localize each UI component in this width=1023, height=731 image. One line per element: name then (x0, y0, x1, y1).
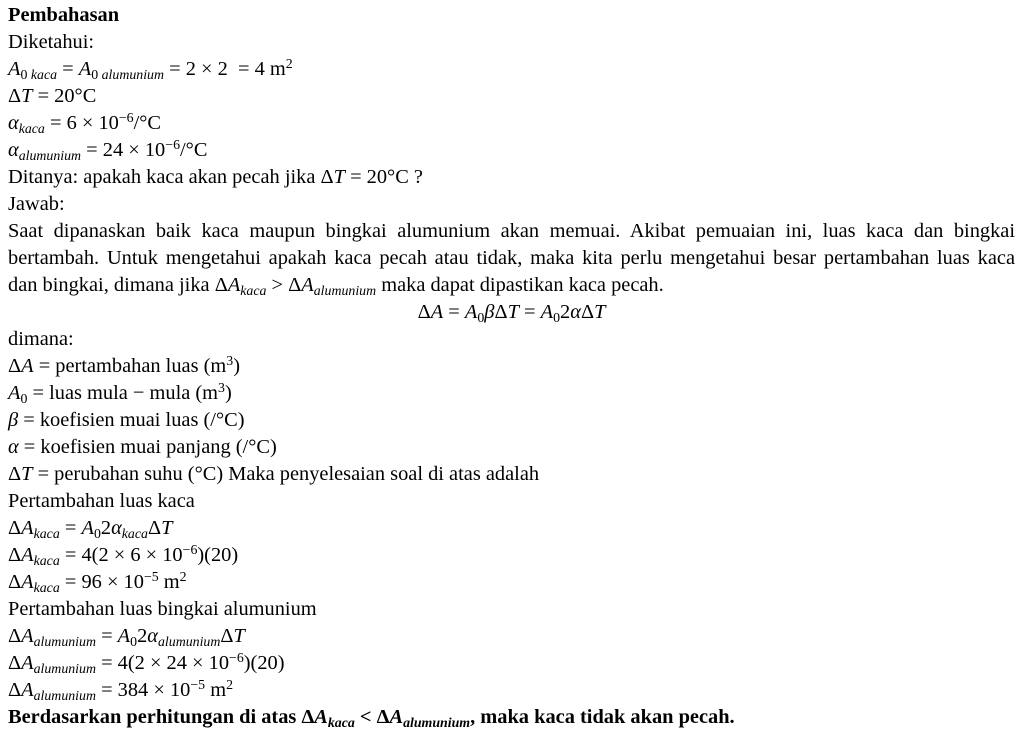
text-segment: 3 (226, 353, 234, 369)
text-segment: Δ (320, 166, 334, 188)
text-segment: kaca (240, 283, 267, 299)
line-ditanya (8, 164, 1015, 191)
text-segment: kaca (18, 121, 45, 137)
text-segment: bertambah. Untuk mengetahui apakah kaca pecah atau tidak, maka kita perlu mengetahui besar pertambahan luas kaca (8, 247, 1015, 269)
text-segment: kaca (327, 715, 355, 731)
text-segment: 0 (91, 67, 102, 83)
text-segment: = 2 × 2 = 4 m (164, 58, 286, 80)
text-segment: Δ (494, 301, 508, 323)
text-segment: 2 (100, 517, 112, 539)
def-delta-a (8, 353, 1015, 380)
heading-pembahasan (8, 2, 1015, 29)
text-segment: α (8, 436, 19, 458)
given-alpha-kaca (8, 110, 1015, 137)
text-segment: kaca (33, 580, 60, 596)
text-segment: 0 (93, 526, 101, 542)
text-segment: = 24 × 10 (81, 139, 166, 161)
text-segment: 2 (137, 625, 148, 647)
text-segment: T (21, 85, 33, 107)
text-segment: A (21, 625, 34, 647)
text-segment: alumunium (157, 634, 221, 650)
text-segment: 0 (20, 67, 31, 83)
text-segment: 2 (226, 677, 233, 693)
def-a0 (8, 380, 1015, 407)
document-lines (8, 2, 1015, 731)
text-segment: Δ (8, 355, 22, 377)
text-segment: T (594, 301, 606, 323)
text-segment: = pertambahan luas (m (33, 355, 227, 377)
text-segment: −5 (190, 677, 206, 693)
text-segment: = 4(2 × 24 × 10 (95, 652, 230, 674)
text-segment: Ditanya: apakah kaca akan pecah jika (8, 166, 321, 188)
text-segment: = (59, 517, 82, 539)
text-segment: alumunium (313, 283, 377, 299)
text-segment: A (21, 517, 34, 539)
text-segment: = (443, 301, 465, 323)
text-segment: )(20) (243, 652, 285, 674)
def-beta (8, 407, 1015, 434)
text-segment: Δ (8, 625, 22, 647)
text-segment: A (227, 274, 241, 296)
label-pertambahan-luas-alumunium (8, 596, 1015, 623)
text-segment: = 20°C (32, 85, 97, 107)
text-segment: kaca (121, 526, 148, 542)
text-segment: 2 (560, 301, 571, 323)
text-segment: A (464, 301, 478, 323)
text-segment: A (8, 382, 21, 404)
calc-kaca-1 (8, 515, 1015, 542)
text-segment: A (21, 355, 34, 377)
text-segment: kaca (33, 553, 60, 569)
text-segment: = koefisien muai panjang (/°C) (18, 436, 277, 458)
text-segment: A (78, 58, 92, 80)
text-segment: Berdasarkan perhitungan di atas (8, 706, 302, 728)
calc-alumunium-3 (8, 677, 1015, 704)
text-segment: A (430, 301, 444, 323)
text-segment: Δ (147, 517, 162, 539)
calc-alumunium-1 (8, 623, 1015, 650)
text-segment: Δ (8, 85, 22, 107)
formula-delta-a (8, 299, 1015, 326)
text-segment: A (21, 652, 34, 674)
text-segment: = (57, 58, 79, 80)
text-segment: β (8, 409, 19, 431)
text-segment: < (354, 706, 377, 728)
text-segment: −6 (229, 650, 244, 666)
given-alpha-alumunium (8, 137, 1015, 164)
text-segment: α (8, 139, 19, 161)
text-segment: 0 (477, 310, 485, 326)
given-delta-t (8, 83, 1015, 110)
text-segment: dimana: (8, 328, 74, 350)
text-segment: 2 (285, 56, 293, 72)
text-segment: = 384 × 10 (95, 679, 191, 701)
text-segment: = 4(2 × 6 × 10 (59, 544, 183, 566)
text-segment: −6 (165, 137, 180, 153)
text-segment: Δ (214, 274, 228, 296)
text-segment: Diketahui: (8, 31, 95, 53)
text-segment: −5 (143, 569, 159, 585)
text-segment: Δ (288, 274, 302, 296)
text-segment: = koefisien muai luas (/°C) (18, 409, 245, 431)
text-segment: Δ (220, 625, 234, 647)
text-segment: 2 (179, 569, 187, 585)
label-diketahui (8, 29, 1015, 56)
text-segment: )(20) (197, 544, 239, 566)
text-segment: alumunium (33, 634, 96, 650)
text-segment: = luas mula − mula (m (27, 382, 219, 404)
text-segment: = 20°C ? (344, 166, 423, 188)
text-segment: A (81, 517, 94, 539)
text-segment: T (21, 463, 33, 485)
calc-kaca-2 (8, 542, 1015, 569)
def-delta-t (8, 461, 1015, 488)
text-segment: α (111, 517, 122, 539)
text-segment: A (21, 679, 34, 701)
text-segment: Δ (8, 571, 22, 593)
label-dimana (8, 326, 1015, 353)
text-segment: /°C (180, 139, 208, 161)
text-segment: 0 (553, 310, 561, 326)
text-segment: A (314, 706, 328, 728)
text-segment: Δ (417, 301, 431, 323)
text-segment: Δ (8, 544, 22, 566)
text-segment: −6 (118, 110, 134, 126)
text-segment: m (158, 571, 180, 593)
text-segment: A (21, 571, 34, 593)
calc-alumunium-2 (8, 650, 1015, 677)
text-segment: T (507, 301, 519, 323)
given-initial-area (8, 56, 1015, 83)
text-segment: /°C (133, 112, 162, 134)
text-segment: α (147, 625, 158, 647)
text-segment: T (233, 625, 245, 647)
text-segment: Pertambahan luas bingkai alumunium (8, 598, 317, 620)
text-segment: −6 (182, 542, 198, 558)
text-segment: alumunium (403, 715, 471, 731)
text-segment: A (8, 58, 21, 80)
text-segment: Δ (580, 301, 595, 323)
text-segment: = 96 × 10 (59, 571, 144, 593)
text-segment: T (161, 517, 173, 539)
text-segment: ) (224, 382, 232, 404)
paragraph-line-2 (8, 245, 1015, 272)
text-segment: alumunium (33, 688, 96, 704)
paragraph-line-1 (8, 218, 1015, 245)
text-segment: T (333, 166, 345, 188)
text-segment: alumunium (33, 661, 96, 677)
text-segment: Δ (8, 679, 22, 701)
text-segment: 0 (130, 634, 138, 650)
text-segment: α (570, 301, 581, 323)
text-segment: m (205, 679, 227, 701)
text-segment: > (266, 274, 289, 296)
text-segment: Pembahasan (8, 4, 120, 26)
text-segment: Δ (8, 517, 22, 539)
text-segment: A (389, 706, 404, 728)
label-jawab (8, 191, 1015, 218)
text-segment: alumunium (101, 67, 164, 83)
text-segment: Δ (8, 463, 22, 485)
text-segment: A (117, 625, 131, 647)
text-segment: A (540, 301, 554, 323)
text-segment: Pertambahan luas kaca (8, 490, 195, 512)
text-segment: dan bingkai, dimana jika (8, 274, 215, 296)
text-segment: Δ (301, 706, 315, 728)
paragraph-line-3 (8, 272, 1015, 299)
text-segment: A (21, 544, 34, 566)
text-segment: β (484, 301, 495, 323)
label-pertambahan-luas-kaca (8, 488, 1015, 515)
text-segment: ) (233, 355, 241, 377)
text-segment: = 6 × 10 (44, 112, 119, 134)
text-segment: , maka kaca tidak akan pecah. (470, 706, 735, 728)
text-segment: kaca (33, 526, 60, 542)
text-segment: Δ (8, 652, 22, 674)
text-segment: = (95, 625, 118, 647)
text-segment: alumunium (18, 148, 82, 164)
text-segment: α (8, 112, 19, 134)
calc-kaca-3 (8, 569, 1015, 596)
text-segment: kaca (30, 67, 58, 83)
text-segment: 0 (20, 391, 28, 407)
text-segment: Δ (376, 706, 390, 728)
text-segment: = (518, 301, 541, 323)
text-segment: Jawab: (8, 193, 65, 215)
text-segment: = perubahan suhu (°C) Maka penyelesaian soal di atas adalah (32, 463, 540, 485)
text-segment: 3 (218, 380, 225, 396)
text-segment: Saat dipanaskan baik kaca maupun bingkai alumunium akan memuai. Akibat pemuaian ini, luas kaca dan bingkai (8, 220, 1015, 242)
def-alpha (8, 434, 1015, 461)
text-segment: A (301, 274, 314, 296)
conclusion (8, 704, 1015, 731)
text-segment: maka dapat dipastikan kaca pecah. (376, 274, 664, 296)
